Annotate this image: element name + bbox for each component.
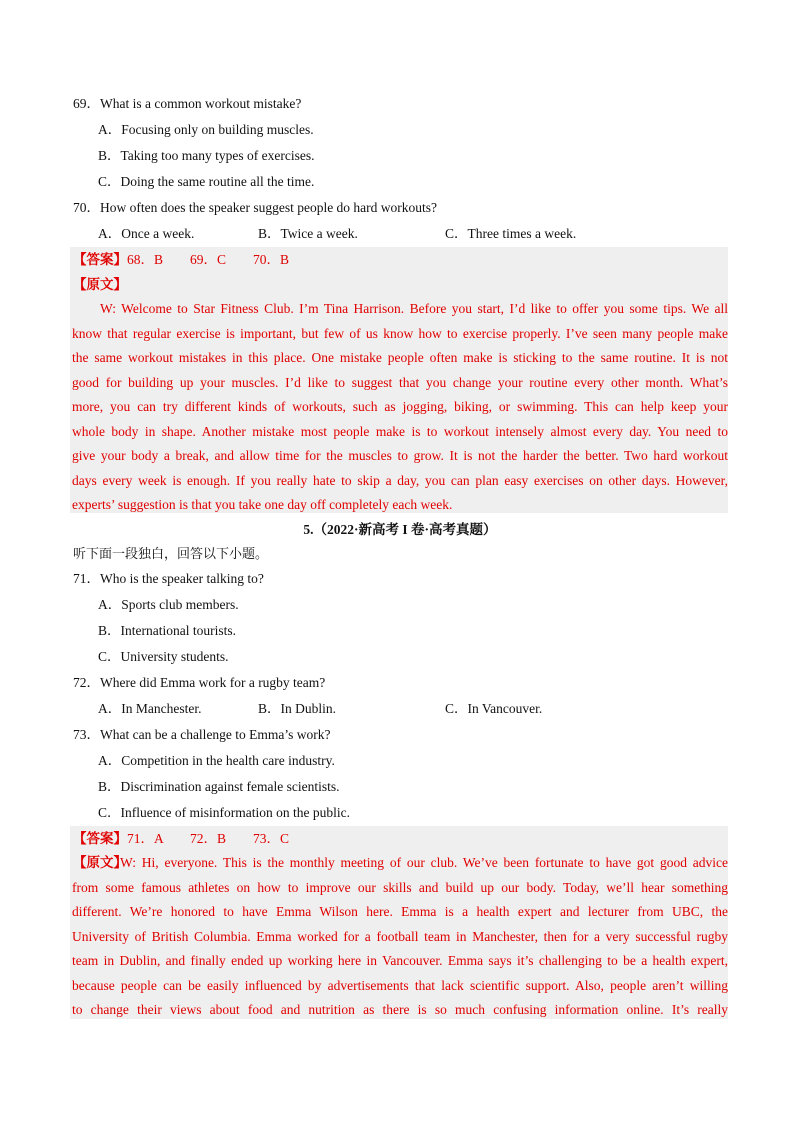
- question-71: 71．Who is the speaker talking to?: [73, 571, 264, 586]
- section-5-heading: 5.（2022·新高考 I 卷·高考真题）: [303, 522, 497, 537]
- q70-option-c: C．Three times a week.: [445, 226, 577, 241]
- q69-option-c: C．Doing the same routine all the time.: [98, 174, 315, 189]
- question-70: 70．How often does the speaker suggest people do hard workouts?: [73, 200, 438, 215]
- transcript-2-line: to change their views about food and nutrition as there is so much confusing information online. It’s really: [72, 1002, 728, 1017]
- q72-option-b: B．In Dublin.: [258, 701, 337, 716]
- transcript-2: [72, 851, 728, 1023]
- q72-option-a: A．In Manchester.: [98, 701, 202, 716]
- q69-option-b: B．Taking too many types of exercises.: [98, 148, 315, 163]
- transcript-2-line: team in Dublin, and finally ended up working here in Vancouver. Emma says it’s challenging to be a health expert,: [72, 953, 728, 968]
- answer-label-1: 【答案】: [73, 252, 127, 267]
- transcript-label-1: 【原文】: [73, 277, 127, 292]
- q70-option-a: A．Once a week.: [98, 226, 195, 241]
- q73-option-b: B．Discrimination against female scientists.: [98, 779, 340, 794]
- transcript-2-line: University of British Columbia. Emma worked for a football team in Manchester, then for a very successful rugby: [72, 928, 728, 944]
- q73-option-c: C．Influence of misinformation on the public.: [98, 805, 350, 820]
- q72-option-c: C．In Vancouver.: [445, 701, 543, 716]
- transcript-2-line: because people can be easily influenced by advertisements that lack scientific support. Also, people aren’t willing: [72, 977, 728, 993]
- q70-option-b: B．Twice a week.: [258, 226, 358, 241]
- listening-instruction: 听下面一段独白，回答以下小题。: [73, 547, 269, 562]
- question-72: 72．Where did Emma work for a rugby team?: [73, 675, 326, 690]
- transcript-1-line: more, you can try different kinds of workouts, such as jogging, biking, or swimming. This can help keep your: [72, 399, 728, 414]
- answer-line-2: [73, 830, 289, 848]
- transcript-1-line: experts’ suggestion is that you take one day off completely each week.: [72, 497, 453, 512]
- question-73: 73．What can be a challenge to Emma’s work?: [73, 727, 331, 742]
- transcript-1-line: W: Welcome to Star Fitness Club. I’m Tina Harrison. Before you start, I’d like to offer you some tips. We all: [100, 301, 728, 316]
- q73-option-a: A．Competition in the health care industry.: [98, 753, 335, 768]
- transcript-1-line: the same workout mistakes in this place. One mistake people often make is sticking to the same routine. It is not: [72, 350, 728, 365]
- answer-label-2: 【答案】: [73, 831, 127, 846]
- transcript-1-line: whole body in shape. Another mistake most people make is to workout intensely almost every day. You need to: [72, 423, 728, 439]
- q71-option-a: A．Sports club members.: [98, 597, 239, 612]
- q71-option-c: C．University students.: [98, 649, 229, 664]
- transcript-2-line: W: Hi, everyone. This is the monthly meeting of our club. We’ve been fortunate to have got good advice: [120, 855, 728, 870]
- q69-option-a: A．Focusing only on building muscles.: [98, 122, 314, 137]
- transcript-2-line: from some famous athletes on how to improve our skills and build up our body. Today, we’ll hear something: [72, 879, 728, 895]
- q72-options: [98, 700, 738, 718]
- transcript-1: [72, 297, 728, 518]
- transcript-2-line: different. We’re honored to have Emma Wilson here. Emma is a health expert and lecturer from UBC, the: [72, 904, 728, 919]
- transcript-1-line: know that regular exercise is important, but few of us know how to exercise properly. I’ve seen many people make: [72, 325, 728, 341]
- transcript-1-line: days every week is enough. If you really hate to skip a day, you can plan easy exercises on other days. However,: [72, 472, 728, 488]
- answer-text-2: 71．A 72．B 73．C: [127, 831, 290, 846]
- answer-text-1: 68．B 69．C 70．B: [127, 252, 290, 267]
- answer-line-1: [73, 251, 289, 269]
- q70-options: [98, 225, 738, 243]
- question-69: 69．What is a common workout mistake?: [73, 96, 302, 111]
- transcript-1-line: good for building up your muscles. I’d like to suggest that you change your routine every other month. What’s: [72, 374, 728, 390]
- q71-option-b: B．International tourists.: [98, 623, 236, 638]
- transcript-1-line: give your body a break, and allow time for the muscles to grow. It is not the harder the better. Two hard workout: [72, 448, 728, 463]
- transcript-label-2: 【原文】: [73, 855, 127, 870]
